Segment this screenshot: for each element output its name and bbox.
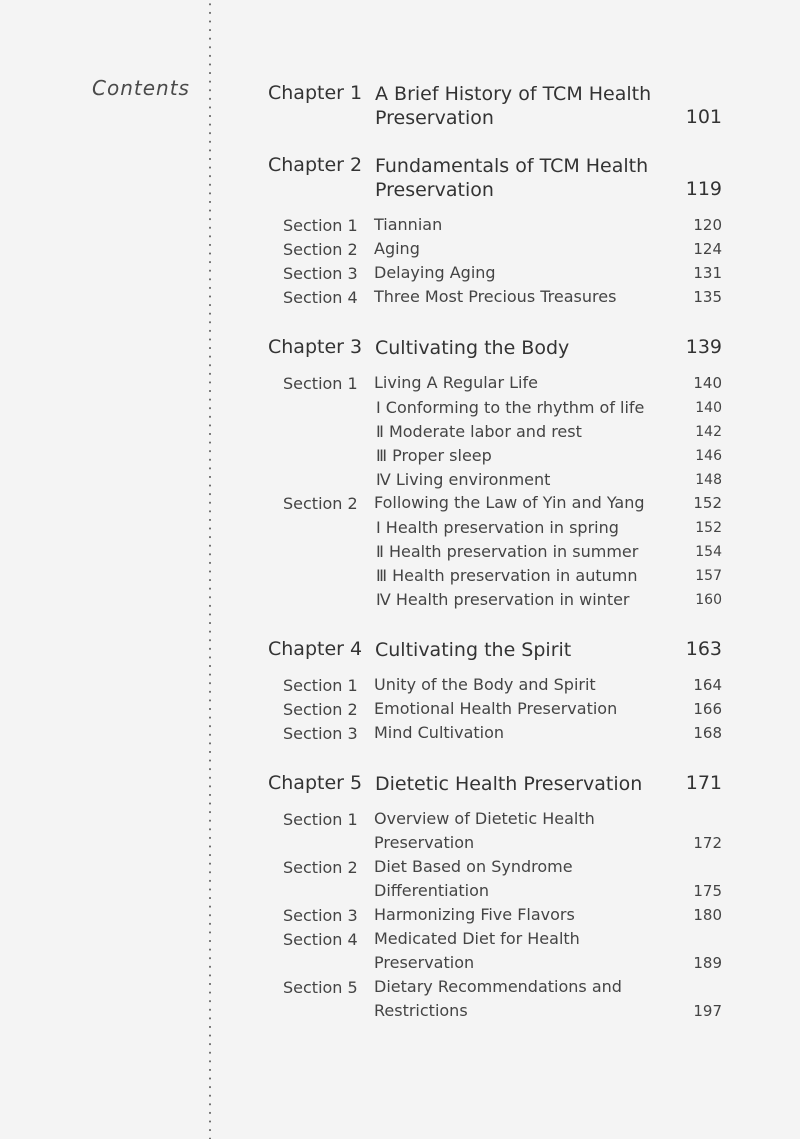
chapter-label: Chapter 2	[268, 154, 363, 176]
section-page-number: 180	[693, 906, 722, 924]
chapter-page-number: 163	[685, 638, 722, 660]
section-page-number: 172	[693, 834, 722, 852]
section-label: Section 2	[283, 858, 358, 877]
section-page-number: 189	[693, 954, 722, 972]
section-page-number: 152	[693, 494, 722, 512]
subsection-page-number: 157	[695, 568, 722, 584]
subsection-page-number: 140	[695, 400, 722, 416]
section-title: Aging	[374, 239, 420, 258]
section-page-number: 175	[693, 882, 722, 900]
section-label: Section 2	[283, 494, 358, 513]
chapter-label: Chapter 4	[268, 638, 363, 660]
subsection-title: Ⅰ Health preservation in spring	[376, 518, 619, 537]
chapter-page-number: 119	[685, 178, 722, 200]
section-title-line: Differentiation	[374, 881, 490, 900]
subsection-title: Ⅱ Health preservation in summer	[376, 542, 639, 561]
subsection-page-number: 148	[695, 472, 722, 488]
subsection-page-number: 152	[695, 520, 722, 536]
section-title-line: Dietary Recommendations and	[374, 977, 622, 996]
chapter-label: Chapter 3	[268, 336, 363, 358]
section-label: Section 1	[283, 810, 358, 829]
subsection-title: Ⅱ Moderate labor and rest	[376, 422, 582, 441]
section-title: Delaying Aging	[374, 263, 496, 282]
chapter-page-number: 101	[685, 106, 722, 128]
section-page-number: 131	[693, 264, 722, 282]
section-page-number: 164	[693, 676, 722, 694]
chapter-title-line: Preservation	[375, 107, 494, 129]
section-title: Harmonizing Five Flavors	[374, 905, 575, 924]
section-title-line: Diet Based on Syndrome	[374, 857, 573, 876]
section-page-number: 140	[693, 374, 722, 392]
subsection-page-number: 154	[695, 544, 722, 560]
dotted-divider	[208, 0, 212, 1139]
section-label: Section 1	[283, 676, 358, 695]
chapter-page-number: 171	[685, 772, 722, 794]
section-label: Section 4	[283, 930, 358, 949]
section-page-number: 124	[693, 240, 722, 258]
section-label: Section 3	[283, 724, 358, 743]
section-label: Section 4	[283, 288, 358, 307]
section-title-line: Restrictions	[374, 1001, 468, 1020]
subsection-page-number: 160	[695, 592, 722, 608]
section-label: Section 1	[283, 216, 358, 235]
section-page-number: 166	[693, 700, 722, 718]
section-title-line: Overview of Dietetic Health	[374, 809, 595, 828]
contents-heading: Contents	[92, 76, 190, 100]
subsection-title: Ⅳ Living environment	[376, 470, 551, 489]
section-title-line: Medicated Diet for Health	[374, 929, 580, 948]
section-title: Unity of the Body and Spirit	[374, 675, 596, 694]
chapter-title-line: Preservation	[375, 179, 494, 201]
section-title: Following the Law of Yin and Yang	[374, 493, 645, 512]
section-page-number: 135	[693, 288, 722, 306]
section-label: Section 2	[283, 700, 358, 719]
chapter-title-line: Dietetic Health Preservation	[375, 773, 643, 795]
section-title: Living A Regular Life	[374, 373, 538, 392]
chapter-title-line: Cultivating the Body	[375, 337, 570, 359]
section-title: Three Most Precious Treasures	[374, 287, 617, 306]
section-title: Emotional Health Preservation	[374, 699, 618, 718]
chapter-title-line: Fundamentals of TCM Health	[375, 155, 649, 177]
subsection-title: Ⅰ Conforming to the rhythm of life	[376, 398, 645, 417]
chapter-title-line: A Brief History of TCM Health	[375, 83, 652, 105]
section-label: Section 3	[283, 264, 358, 283]
chapter-label: Chapter 5	[268, 772, 363, 794]
chapter-label: Chapter 1	[268, 82, 363, 104]
subsection-title: Ⅲ Health preservation in autumn	[376, 566, 638, 585]
section-label: Section 3	[283, 906, 358, 925]
section-title-line: Preservation	[374, 953, 475, 972]
section-title: Tiannian	[374, 215, 443, 234]
section-label: Section 5	[283, 978, 358, 997]
subsection-page-number: 142	[695, 424, 722, 440]
section-title-line: Preservation	[374, 833, 475, 852]
chapter-page-number: 139	[685, 336, 722, 358]
subsection-title: Ⅳ Health preservation in winter	[376, 590, 630, 609]
section-label: Section 2	[283, 240, 358, 259]
section-label: Section 1	[283, 374, 358, 393]
subsection-page-number: 146	[695, 448, 722, 464]
subsection-title: Ⅲ Proper sleep	[376, 446, 492, 465]
section-page-number: 120	[693, 216, 722, 234]
chapter-title-line: Cultivating the Spirit	[375, 639, 572, 661]
section-page-number: 168	[693, 724, 722, 742]
section-page-number: 197	[693, 1002, 722, 1020]
section-title: Mind Cultivation	[374, 723, 505, 742]
